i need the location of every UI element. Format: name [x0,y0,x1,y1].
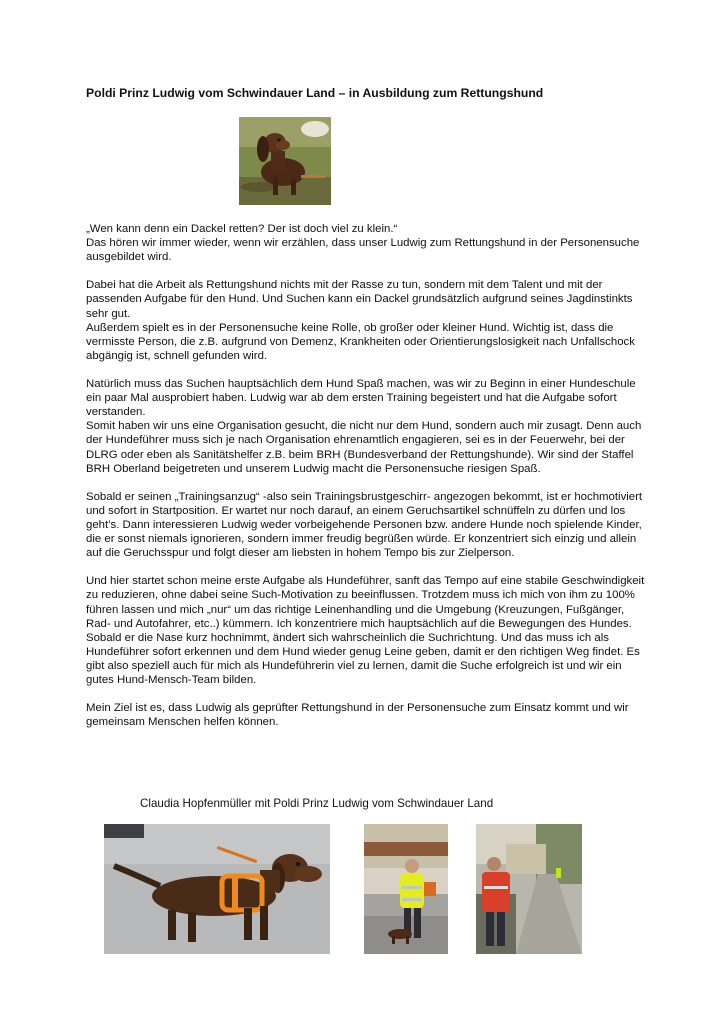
paragraph: „Wen kann denn ein Dackel retten? Der ist doch viel zu klein.“ Das hören wir immer wieder, wenn wir erzählen, dass unser Ludwig zum Rettungshund in der Personensuche ausgebildet wird. [86,223,640,264]
paragraph: Und hier startet schon meine erste Aufgabe als Hundeführer, sanft das Tempo auf eine stabile Geschwindigkeit zu reduzieren, ohne dabei seine Such-Motivation zu beeinflussen. Trotzdem muss ich mich von ihm zu 100% führen lassen und mich „nur“ um das richtige Leinenhandling und die Umgebung (Kreuzungen, Fußgänger, Rad- und Autofahrer, etc..) kümmern. Ich konzentriere mich hauptsächlich auf die Bewegungen des Hundes. Sobald er die Nase kurz hochnimmt, ändert sich wahrscheinlich die Suchrichtung. Und das muss ich als Hundeführer sofort erkennen und dem Hund wieder genug Leine geben, damit er den richtigen Weg findet. Es gibt also speziell auch für mich als Hundeführerin viel zu lernen, damit die Suche erfolgreich ist und wir ein gutes Hund-Mensch-Team bilden. [86,575,645,686]
paragraph: Dabei hat die Arbeit als Rettungshund nichts mit der Rasse zu tun, sondern mit dem Talent und mit der passenden Aufgabe für den Hund. Und Suchen kann ein Dackel grundsätzlich aufgrund seines Jagdinstinkts sehr gut. Außerdem spielt es in der Personensuche keine Rolle, ob großer oder kleiner Hund. Wichtig ist, dass die vermisste Person, die z.B. aufgrund von Demenz, Krankheiten oder Orientierungslosigkeit nach Unfallschock abgängig ist, schnell gefunden wird. [86,279,635,362]
photo-caption: Claudia Hopfenmüller mit Poldi Prinz Ludwig vom Schwindauer Land [140,797,494,810]
photo-dachshund-sitting [239,117,331,205]
paragraph: Mein Ziel ist es, dass Ludwig als geprüfter Rettungshund in der Personensuche zum Einsatz kommt und wir gemeinsam Menschen helfen können. [86,702,629,729]
paragraph: Natürlich muss das Suchen hauptsächlich dem Hund Spaß machen, was wir zu Beginn in einer Hundeschule ein paar Mal ausprobiert haben. Ludwig war ab dem ersten Training begeistert und hat die Aufgabe sofort verstanden. Somit haben wir uns eine Organisation gesucht, die nicht nur dem Hund, sondern auch mir zusagt. Denn auch der Hundeführer muss sich je nach Organisation ehrenamtlich engagieren, sei es in der Feuerwehr, bei der DLRG oder eben als Sanitätshelfer z.B. beim BRH (Bundesverband der Rettungshunde). Wir sind der Staffel BRH Oberland beigetreten und unserem Ludwig macht die Personensuche riesigen Spaß. [86,378,642,475]
paragraph: Sobald er seinen „Trainingsanzug“ -also sein Trainingsbrustgeschirr- angezogen bekommt, ist er hochmotiviert und sofort in Startposition. Er wartet nur noch darauf, an einem Geruchsartikel schnüffeln zu dürfen und los geht’s. Dann interessieren Ludwig weder vorbeigehende Personen bzw. andere Hunde noch spielende Kinder, die er sonst niemals ignorieren, sondern immer freudig begrüßen würde. Er konzentriert sich einzig und allein auf die Geruchsspur und folgt dieser am liebsten in hohem Tempo bis zur Zielperson. [86,490,643,560]
article-body [86,222,646,743]
photo-handler-red-vest [476,824,582,954]
photo-handler-yellow-vest [364,824,448,954]
photo-dachshund-harness [104,824,330,954]
document-title: Poldi Prinz Ludwig vom Schwindauer Land – in Ausbildung zum Rettungshund [86,86,544,100]
